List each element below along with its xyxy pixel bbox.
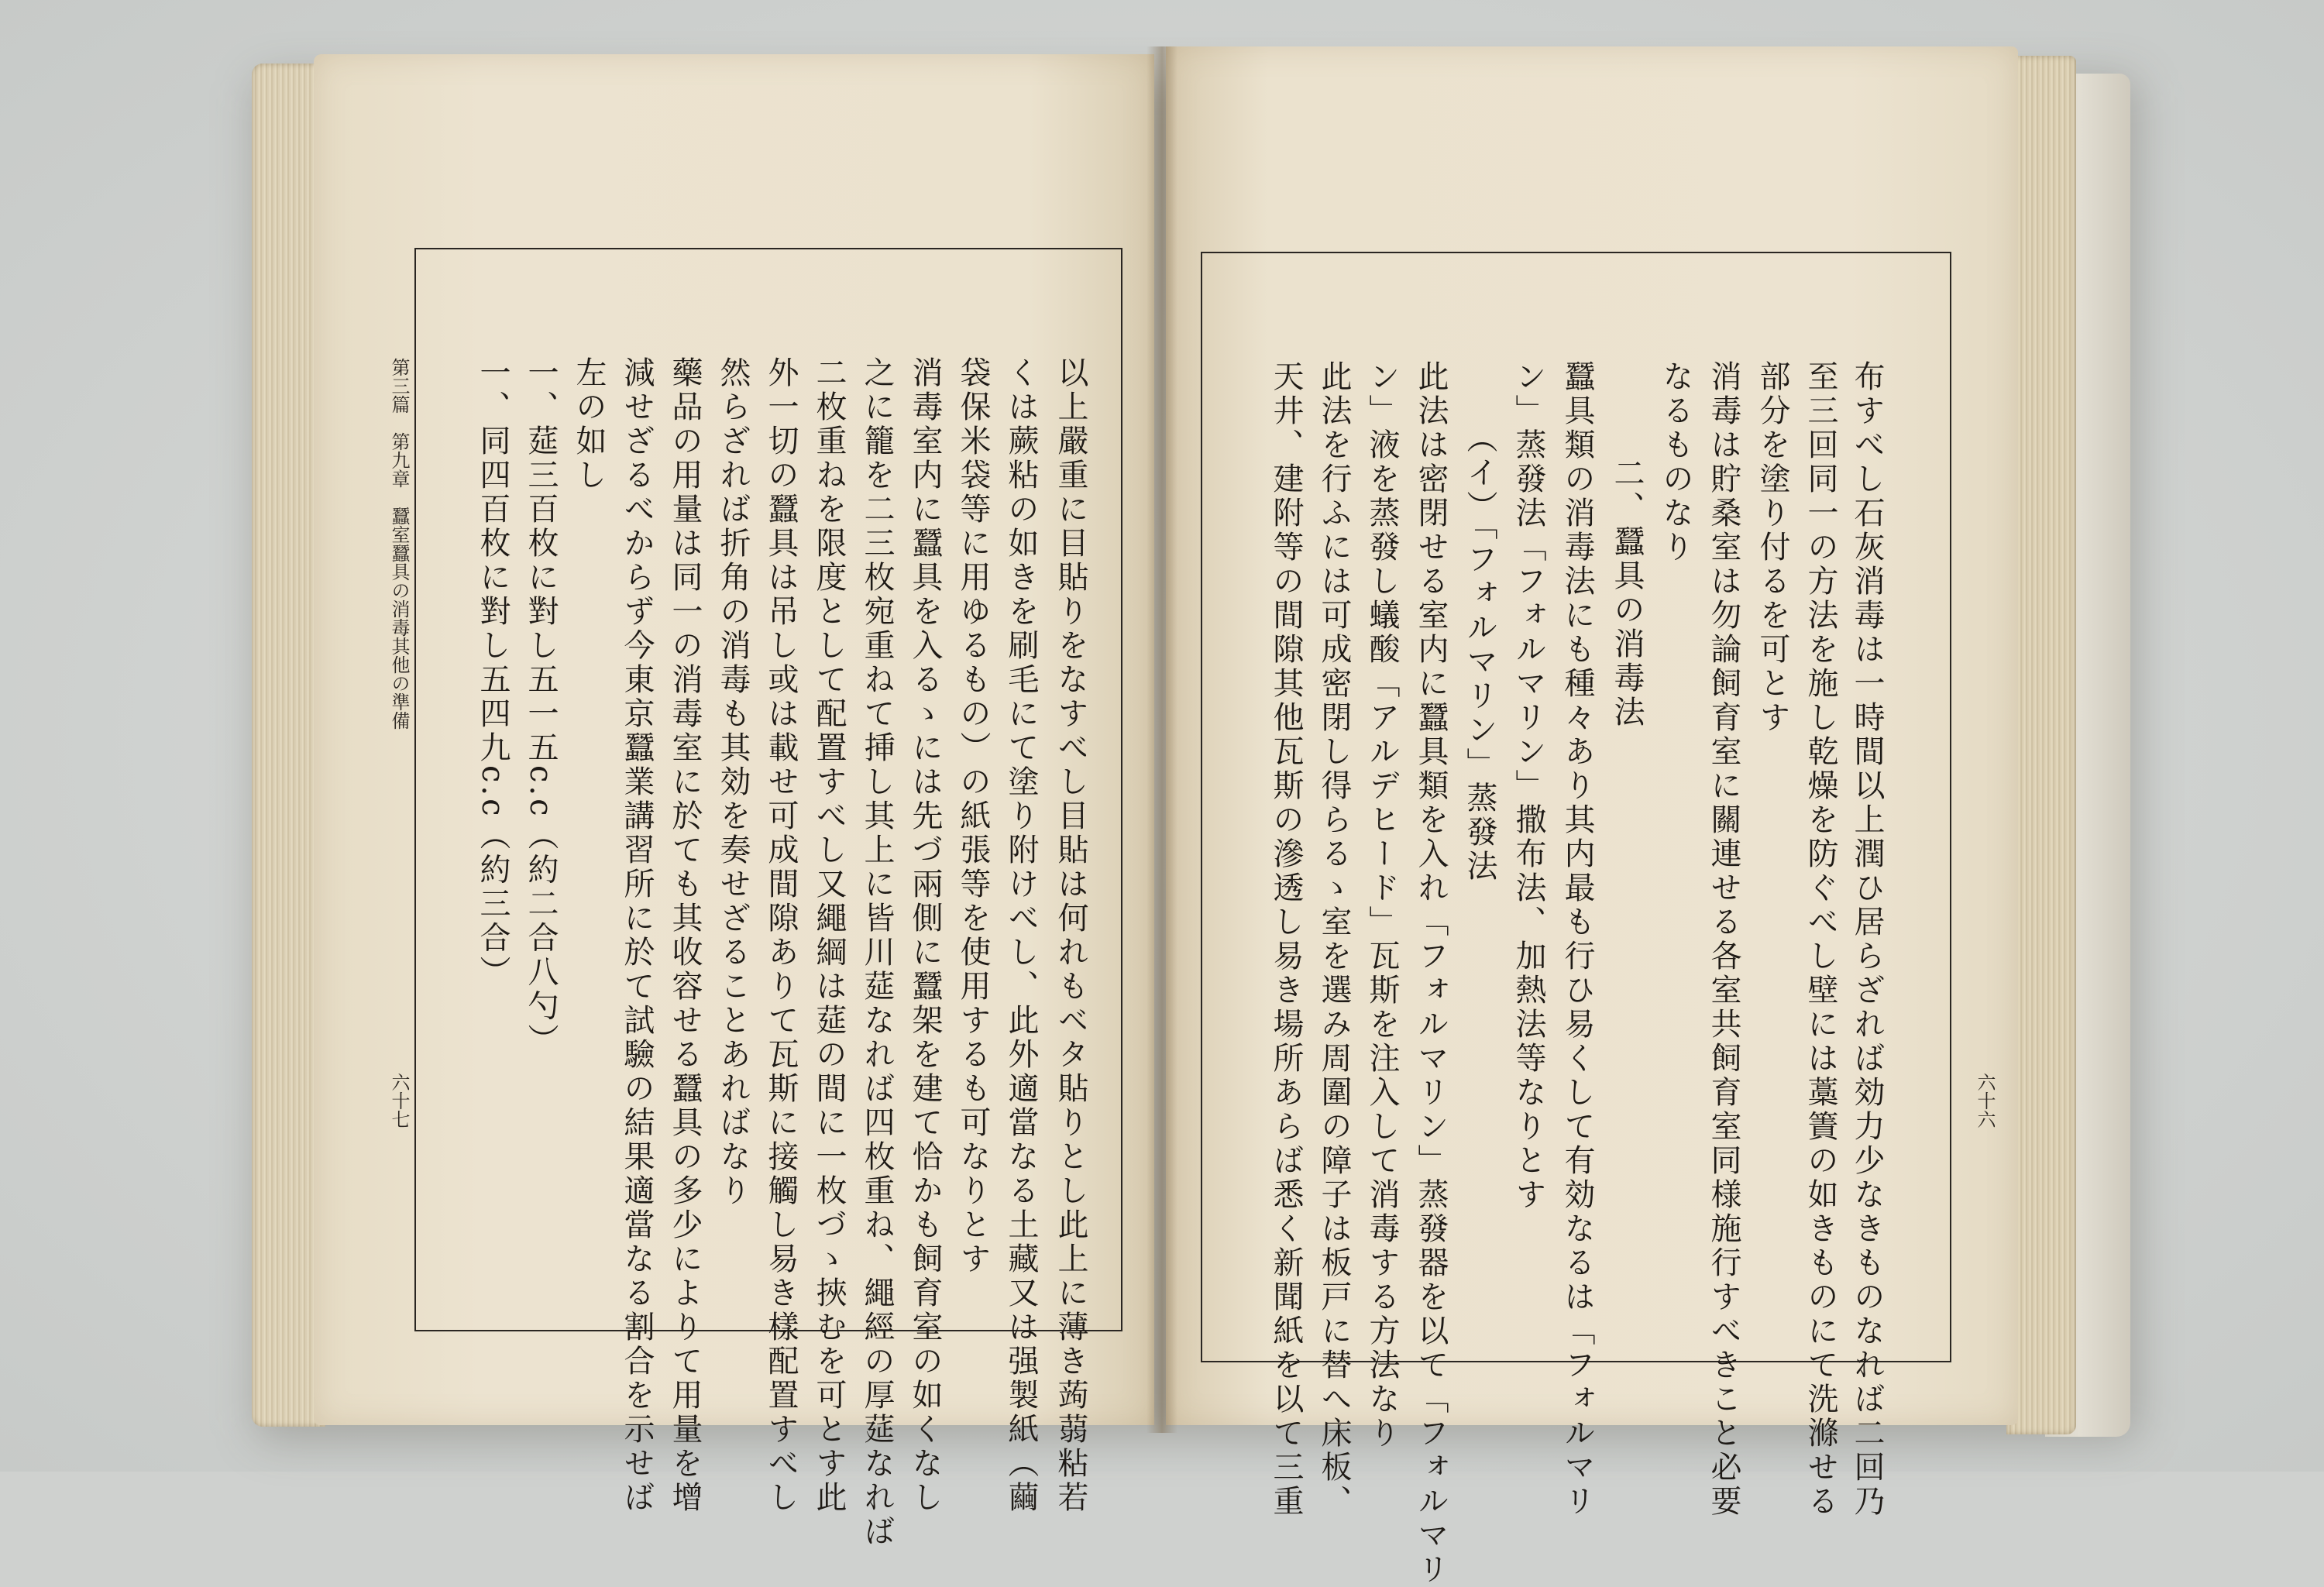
right-col-10: 此法は密閉せる室内に蠶具類を入れ「フォルマリン」蒸發器を以て「フォルマリ: [1413, 360, 1449, 1587]
left-col-1: 以上嚴重に目貼りをなすべし目貼は何れもベタ貼りとし此上に薄き蒟蒻粘若: [1053, 356, 1088, 1515]
left-col-5: 之に籠を二三枚宛重ねて挿し其上に皆川莚なれば四枚重ね、繩經の厚莚なれば: [859, 356, 895, 1549]
right-col-13: 天井、建附等の間隙其他瓦斯の滲透し易き場所あらば悉く新聞紙を以て三重: [1268, 360, 1304, 1519]
left-col-2: くは蕨粘の如きを刷毛にて塗り附けべし、此外適當なる土藏又は强製紙（繭: [1003, 356, 1039, 1515]
right-col-12: 此法を行ふには可成密閉し得らるゝ室を選み周圍の障子は板戸に替へ床板、: [1316, 360, 1352, 1519]
left-col-4: 消毒室内に蠶具を入るゝには先づ兩側に蠶架を建て恰かも飼育室の如くなし: [907, 356, 943, 1515]
left-col-3: 袋保米袋等に用ゆるもの）の紙張等を使用するも可なりとす: [955, 356, 991, 1276]
right-col-4: 消毒は貯桑室は勿論飼育室に關連せる各室共飼育室同様施行すべきこと必要: [1706, 360, 1741, 1519]
right-section-heading: 二、蠶具の消毒法: [1609, 457, 1645, 730]
left-col-10: 減せざるべからず今東京蠶業講習所に於て試驗の結果適當なる割合を示せば: [619, 356, 655, 1515]
right-col-5: なるものなり: [1658, 360, 1693, 565]
running-head: 第三篇 第九章 蠶室蠶具の消毒其他の準備: [388, 358, 410, 730]
book-gutter: [1147, 46, 1177, 1433]
left-col-11: 左の如し: [571, 356, 607, 493]
right-page-number: 六十六: [1974, 1073, 1996, 1128]
right-subheading: （イ）「フォルマリン」蒸發法: [1462, 422, 1497, 884]
right-col-3: 部分を塗り付るを可とす: [1755, 360, 1790, 735]
left-col-6: 二枚重ねを限度として配置すべし又繩綱は莚の間に一枚づゝ挾むを可とす此: [811, 356, 847, 1515]
right-col-1: 布すべし石灰消毒は一時間以上潤ひ居らざれば効力少なきものなれば二回乃: [1849, 360, 1885, 1519]
left-page-number: 六十七: [388, 1073, 410, 1128]
right-col-2: 至三回同一の方法を施し乾燥を防ぐべし壁には藁簀の如きものにて洗滌せる: [1803, 360, 1838, 1519]
right-col-11: ン」液を蒸發し蟻酸「アルデヒード」瓦斯を注入して消毒する方法なり: [1364, 360, 1400, 1451]
right-col-7: 蠶具類の消毒法にも種々あり其内最も行ひ易くして有効なるは「フォルマリ: [1559, 360, 1595, 1519]
left-col-8: 然らざれば折角の消毒も其効を奏せざることあればなり: [715, 356, 751, 1208]
right-col-8: ン」蒸發法「フォルマリン」撒布法、加熱法等なりとす: [1511, 360, 1546, 1212]
left-col-9: 藥品の用量は同一の消毒室に於ても其收容せる蠶具の多少によりて用量を增: [667, 356, 703, 1515]
left-list-item-1: 一、莚三百枚に對し五一五c.c（約二合八勺）: [523, 356, 559, 1058]
left-list-item-2: 一、同四百枚に對し五四九c.c（約三合）: [475, 356, 511, 990]
left-col-7: 外一切の蠶具は吊し或は載せ可成間隙ありて瓦斯に接觸し易き樣配置すべし: [763, 356, 799, 1515]
